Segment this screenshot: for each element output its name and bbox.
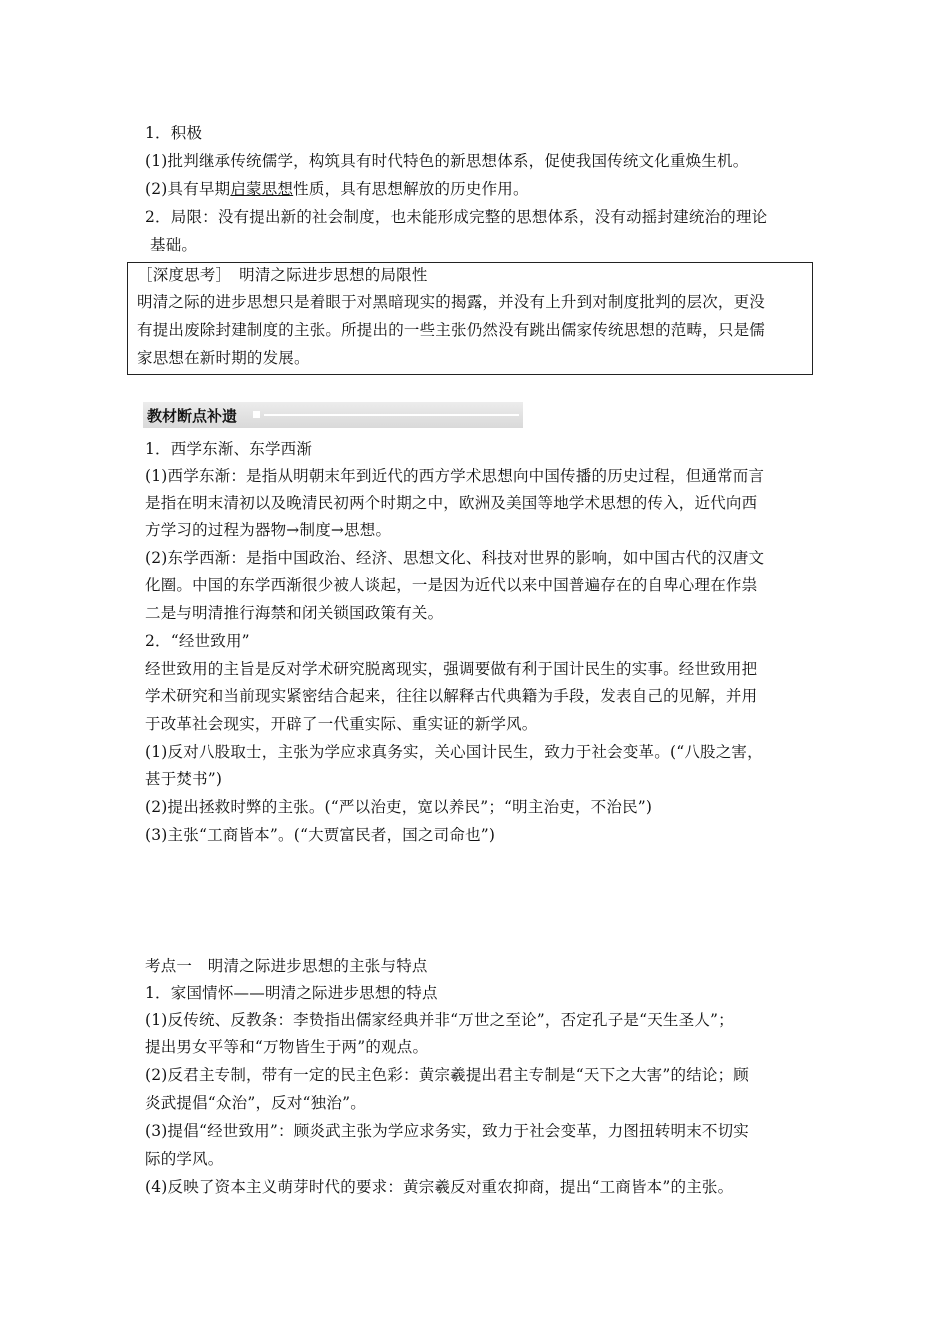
section-line: (3)主张“工商皆本”。(“大贾富民者，国之司命也”) (145, 826, 496, 844)
section-line: 方学习的过程为器物→制度→思想。 (145, 521, 392, 539)
kaodian-title: 考点一 明清之际进步思想的主张与特点 (145, 957, 428, 975)
section-line: (1)反对八股取士，主张为学应求真务实，关心国计民生，致力于社会变革。(“八股之害， (145, 743, 763, 761)
kaodian-line: (1)反传统、反教条：李贽指出儒家经典并非“万世之至论”，否定孔子是“天生圣人”； (145, 1011, 734, 1029)
square-icon (253, 411, 260, 418)
top-point-2 (145, 179, 529, 199)
section-line: 是指在明末清初以及晚清民初两个时期之中，欧洲及美国等地学术思想的传入，近代向西 (145, 494, 758, 512)
section-line: 经世致用的主旨是反对学术研究脱离现实，强调要做有利于国计民生的实事。经世致用把 (145, 660, 758, 678)
section-line: (2)提出拯救时弊的主张。(“严以治吏，宽以养民”；“明主治吏，不治民”) (145, 798, 653, 816)
deep-thinking-line-2: 有提出废除封建制度的主张。所提出的一些主张仍然没有跳出儒家传统思想的范畴，只是儒 (137, 321, 766, 339)
kaodian-line: 1．家国情怀——明清之际进步思想的特点 (145, 984, 438, 1002)
section-line: 甚于焚书”) (145, 770, 223, 788)
header-rule (264, 414, 519, 416)
top-point-2-underlined: 启蒙思想 (230, 180, 294, 198)
kaodian-line: (4)反映了资本主义萌芽时代的要求：黄宗羲反对重农抑商，提出“工商皆本”的主张。 (145, 1178, 734, 1196)
kaodian-line: (2)反君主专制，带有一定的民主色彩：黄宗羲提出君主专制是“天下之大害”的结论；顾 (145, 1066, 750, 1084)
section-line: 于改革社会现实，开辟了一代重实际、重实证的新学风。 (145, 715, 538, 733)
section-line: 学术研究和当前现实紧密结合起来，往往以解释古代典籍为手段，发表自己的见解，并用 (145, 687, 758, 705)
deep-thinking-line-3: 家思想在新时期的发展。 (137, 349, 310, 367)
kaodian-line: 炎武提倡“众治”，反对“独治”。 (145, 1094, 366, 1112)
section-item-1: 1．西学东渐、东学西渐 (145, 440, 313, 458)
kaodian-line: (3)提倡“经世致用”：顾炎武主张为学应求务实，致力于社会变革，力图扭转明末不切实 (145, 1122, 750, 1140)
section-item-2: 2．“经世致用” (145, 632, 250, 650)
section-line: 化圈。中国的东学西渐很少被人谈起，一是因为近代以来中国普遍存在的自卑心理在作祟 (145, 576, 758, 594)
top-limitation: 2．局限：没有提出新的社会制度，也未能形成完整的思想体系，没有动摇封建统治的理论 (145, 208, 768, 226)
kaodian-line: 际的学风。 (145, 1150, 224, 1168)
section-header-bar (143, 402, 523, 428)
section-line: (2)东学西渐：是指中国政治、经济、思想文化、科技对世界的影响，如中国古代的汉唐文 (145, 549, 765, 567)
top-point-2-post: 性质，具有思想解放的历史作用。 (293, 180, 529, 198)
deep-thinking-title: ［深度思考］ 明清之际进步思想的局限性 (137, 266, 428, 284)
deep-thinking-box (127, 262, 813, 375)
section-title: 教材断点补遗 (147, 407, 238, 425)
top-point-1: (1)批判继承传统儒学，构筑具有时代特色的新思想体系，促使我国传统文化重焕生机。 (145, 152, 749, 170)
top-heading-positive: 1．积极 (145, 124, 203, 142)
top-limitation-cont: 基础。 (150, 236, 198, 254)
deep-thinking-line-1: 明清之际的进步思想只是着眼于对黑暗现实的揭露，并没有上升到对制度批判的层次，更没 (137, 293, 766, 311)
section-line: 二是与明清推行海禁和闭关锁国政策有关。 (145, 604, 444, 622)
section-line: (1)西学东渐：是指从明朝末年到近代的西方学术思想向中国传播的历史过程，但通常而言 (145, 467, 765, 485)
kaodian-line: 提出男女平等和“万物皆生于两”的观点。 (145, 1038, 429, 1056)
top-point-2-pre: (2)具有早期 (145, 180, 231, 198)
